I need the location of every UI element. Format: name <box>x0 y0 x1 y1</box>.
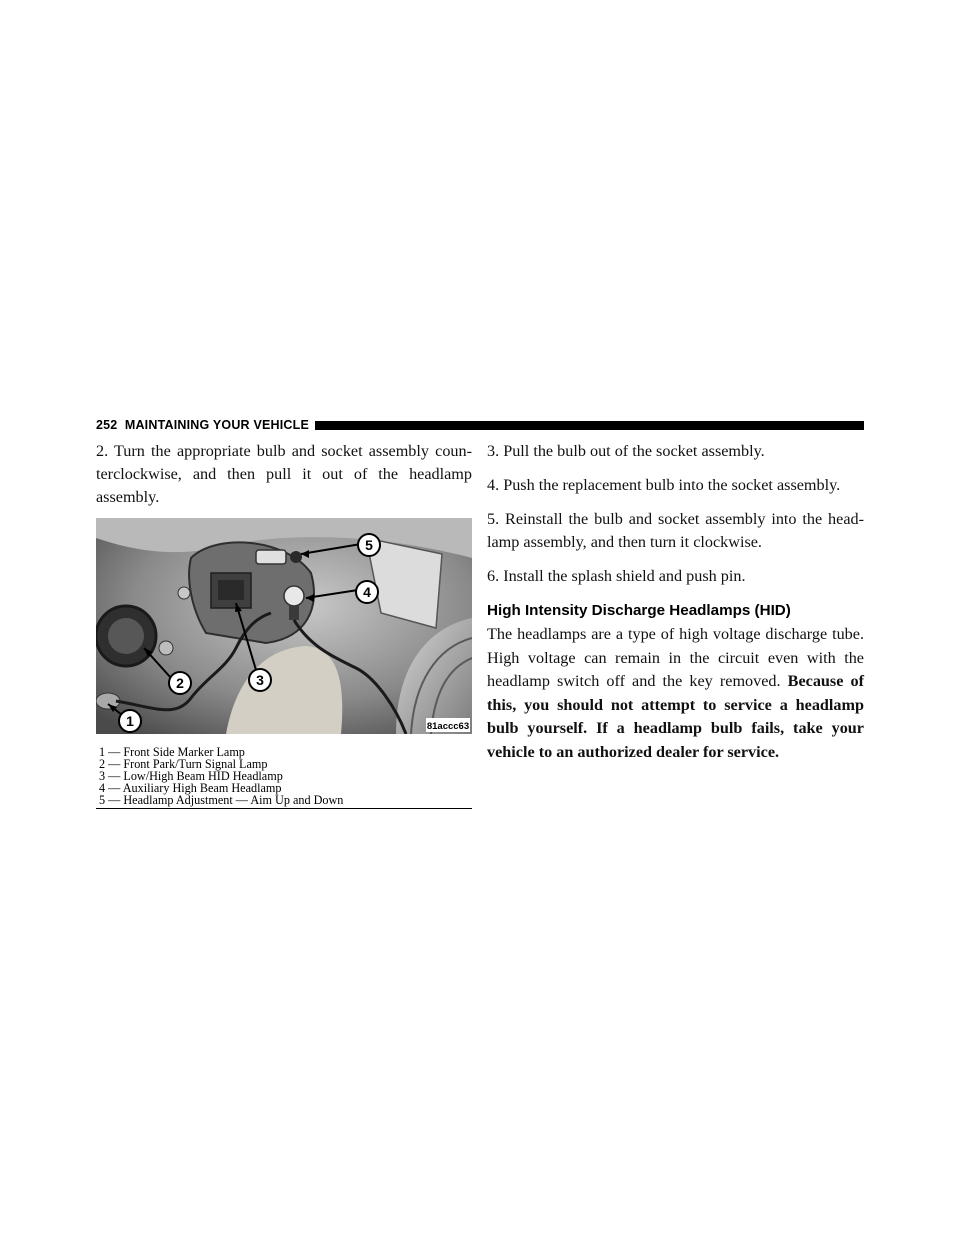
section-title: MAINTAINING YOUR VEHICLE <box>124 418 310 432</box>
caption-item: 1 — Front Side Marker Lamp <box>99 745 245 759</box>
step-2-text: 2. Turn the appropriate bulb and socket assembly coun-terclockwise, and then pull it out of the headlamp assembly. <box>96 442 472 506</box>
page-number: 252 <box>96 418 118 432</box>
callout-2 <box>169 672 191 694</box>
svg-text:4: 4 <box>363 584 371 600</box>
hid-paragraph <box>487 623 864 764</box>
svg-text:5: 5 <box>365 537 373 553</box>
callout-3 <box>249 669 271 691</box>
header-label <box>96 418 315 432</box>
figure-code: 81accc63 <box>426 721 470 732</box>
callout-1 <box>119 710 141 732</box>
step-4-text: 4. Push the replacement bulb into the socket assembly. <box>487 476 841 494</box>
header-rule <box>315 421 864 430</box>
right-column <box>487 440 864 764</box>
headlamp-figure <box>96 518 472 734</box>
svg-text:2: 2 <box>176 675 184 691</box>
figure-caption-list <box>96 746 472 809</box>
caption-item: 2 — Front Park/Turn Signal Lamp <box>99 757 268 771</box>
hid-heading: High Intensity Discharge Headlamps (HID) <box>487 602 791 619</box>
hid-text: The headlamps are a type of high voltage discharge tube. High voltage can remain in the circuit even with the headlamp switch off and the key removed. <box>487 625 864 690</box>
svg-text:3: 3 <box>256 672 264 688</box>
step-3-text: 3. Pull the bulb out of the socket assembly. <box>487 442 765 460</box>
hid-warning: Because of this, you should not attempt to service a headlamp bulb yourself. If a headlamp bulb fails, take your vehicle to an authorized dealer for service. <box>487 672 864 761</box>
callout-5 <box>358 534 380 556</box>
caption-item: 5 — Headlamp Adjustment — Aim Up and Down <box>99 793 344 807</box>
caption-item: 3 — Low/High Beam HID Headlamp <box>99 769 283 783</box>
step-6-text: 6. Install the splash shield and push pin. <box>487 567 746 585</box>
callout-4 <box>356 581 378 603</box>
svg-text:1: 1 <box>126 713 134 729</box>
step-5-text: 5. Reinstall the bulb and socket assembly into the head-lamp assembly, and then turn it clockwise. <box>487 510 864 551</box>
page-header <box>96 417 864 433</box>
headlamp-illustration <box>96 518 472 734</box>
caption-item: 4 — Auxiliary High Beam Headlamp <box>99 781 282 795</box>
left-column <box>96 440 472 809</box>
